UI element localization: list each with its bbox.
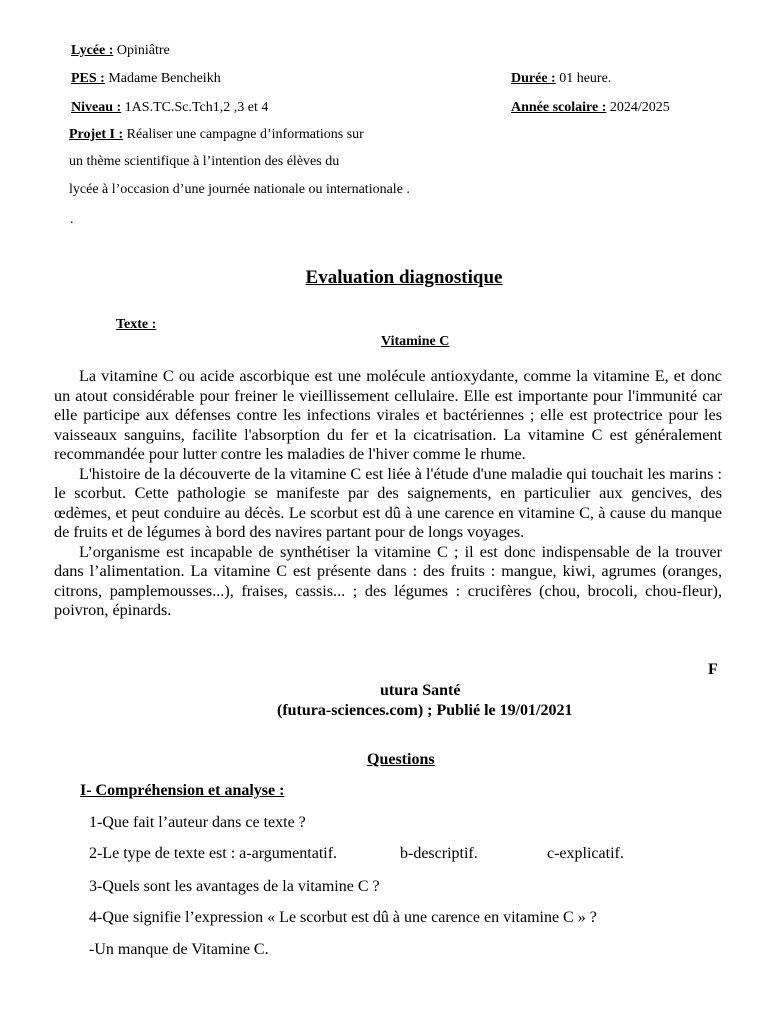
questions-title: Questions — [367, 751, 435, 768]
projet-label: Projet I : — [69, 127, 124, 142]
article-text — [54, 367, 722, 621]
lycee-label: Lycée : — [71, 43, 114, 58]
question-3: 3-Quels sont les avantages de la vitamine C ? — [89, 878, 380, 895]
paragraph-1: La vitamine C ou acide ascorbique est une molécule antioxydante, comme la vitamine E, et donc un atout considérable pour freiner le vieillissement cellulaire. Elle est importante pour l'immunité car elle participe aux défenses contre les infections virales et bactériennes ; elle est protectrice pour les vaisseaux sanguins, facilite l'absorption du fer et la cicatrisation. La vitamine C est généralement recommandée pour lutter contre les maladies de l'hiver comme le rhume. — [54, 367, 722, 463]
duree-value: 01 heure. — [559, 71, 612, 86]
question-2: 2-Le type de texte est : a-argumentatif. — [89, 845, 338, 862]
projet-text-1: Réaliser une campagne d’informations sur — [126, 127, 364, 142]
projet-line-3: lycée à l’occasion d’une journée nationale ou internationale . — [69, 182, 410, 197]
source-line-2: (futura-sciences.com) ; Publié le 19/01/2021 — [277, 702, 573, 719]
source-f-letter: F — [708, 661, 718, 678]
source-line-1: utura Santé — [380, 682, 461, 699]
duree-line — [511, 70, 611, 88]
text-title: Vitamine C — [381, 334, 450, 349]
section-1-title: I- Compréhension et analyse : — [80, 782, 285, 799]
niveau-line — [71, 99, 268, 117]
paragraph-2: L'histoire de la découverte de la vitamine C est liée à l'étude d'une maladie qui touchait les marins : le scorbut. Cette pathologie se manifeste par des saignements, en particulier aux gencives, des œdèmes, et peut conduire au décès. Le scorbut est dû à une carence en vitamine C, à cause du manque de fruits et de légumes à bord des navires partant pour de longs voyages. — [54, 464, 722, 541]
projet-line-1 — [69, 126, 364, 144]
projet-line-2: un thème scientifique à l’intention des élèves du — [69, 154, 340, 169]
projet-dot: . — [70, 212, 74, 227]
answer-line: -Un manque de Vitamine C. — [89, 941, 269, 958]
pes-label: PES : — [71, 71, 105, 86]
paragraph-3: L’organisme est incapable de synthétiser la vitamine C ; il est donc indispensable de la trouver dans l’alimentation. La vitamine C est présente dans : des fruits : mangue, kiwi, agrumes (oranges, citrons, pamplemousses...), fraises, cassis... ; des légumes : crucifères (chou, brocoli, chou-fleur), poivron, épinards. — [54, 542, 722, 619]
page-title: Evaluation diagnostique — [305, 267, 503, 288]
question-2-option-c: c-explicatif. — [547, 845, 624, 862]
question-4: 4-Que signifie l’expression « Le scorbut est dû à une carence en vitamine C » ? — [89, 909, 597, 926]
question-1: 1-Que fait l’auteur dans ce texte ? — [89, 814, 306, 831]
annee-label: Année scolaire : — [511, 100, 607, 115]
lycee-value: Opiniâtre — [116, 43, 170, 58]
duree-label: Durée : — [511, 71, 556, 86]
pes-line — [71, 70, 221, 88]
niveau-label: Niveau : — [71, 100, 122, 115]
pes-value: Madame Bencheikh — [108, 71, 221, 86]
question-2-option-b: b-descriptif. — [400, 845, 478, 862]
lycee-line — [71, 42, 170, 60]
annee-line — [511, 99, 670, 117]
texte-label: Texte : — [116, 317, 157, 332]
niveau-value: 1AS.TC.Sc.Tch1,2 ,3 et 4 — [124, 100, 269, 115]
annee-value: 2024/2025 — [609, 100, 670, 115]
